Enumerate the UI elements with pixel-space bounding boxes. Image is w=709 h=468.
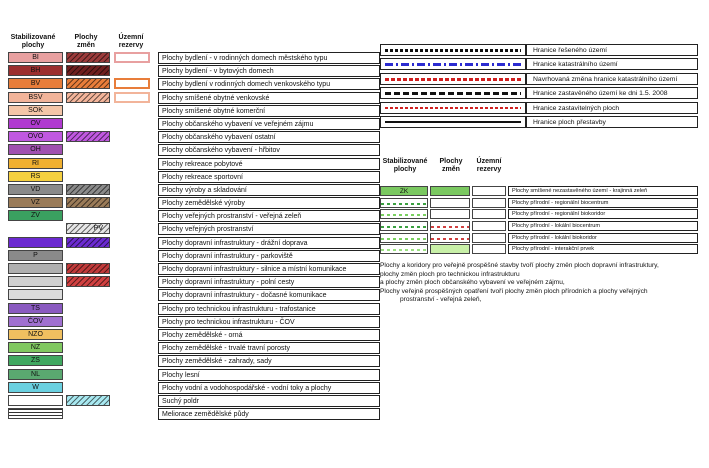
- change-swatch: [66, 197, 110, 208]
- nature-label: Plochy přírodní - lokální biocentrum: [508, 221, 698, 231]
- legend-label: Plochy občanského vybavení ostatní: [158, 131, 380, 143]
- nature-label: Plochy přírodní - regionální biokoridor: [508, 209, 698, 219]
- legend-label: Plochy zemědělské - trvalé travní porosty: [158, 342, 380, 354]
- boundary-line-stroke: [385, 107, 521, 109]
- reserve-swatch: [114, 92, 150, 103]
- legend-label: Plochy dopravní infrastruktury - parkoviště: [158, 250, 380, 262]
- nature-stabilized-swatch: [380, 221, 428, 231]
- legend-label: Plochy smíšené obytné komerční: [158, 105, 380, 117]
- nature-stabilized-swatch: [380, 244, 428, 254]
- legend-label: Plochy občanského vybavení - hřbitov: [158, 144, 380, 156]
- nature-reserve-cell: [472, 198, 506, 208]
- change-swatch: [66, 78, 110, 89]
- legend-label: Suchý poldr: [158, 395, 380, 407]
- public-works-note: [380, 262, 709, 305]
- nature-label: Plochy přírodní - lokální biokoridor: [508, 233, 698, 243]
- legend-label: Plochy dopravní infrastruktury - silnice a místní komunikace: [158, 263, 380, 275]
- header-reserves: Územní rezervy: [118, 34, 144, 49]
- boundary-label: Hranice katastrálního území: [526, 58, 698, 70]
- boundary-line-sample: [380, 116, 526, 128]
- header-stabilized: Stabilizované plochy: [10, 34, 56, 49]
- note-line: a plochy změn ploch občanského vybavení ve veřejném zájmu,: [380, 279, 565, 287]
- legend-label: Plochy dopravní infrastruktury - drážní doprava: [158, 237, 380, 249]
- stabilized-swatch: BSV: [8, 92, 63, 103]
- boundary-line-sample: [380, 87, 526, 99]
- nature-change-swatch: [430, 186, 470, 196]
- nature-reserve-cell: [472, 209, 506, 219]
- stabilized-swatch: BH: [8, 65, 63, 76]
- boundary-line-sample: [380, 58, 526, 70]
- legend-label: Plochy vodní a vodohospodářské - vodní toky a plochy: [158, 382, 380, 394]
- stabilized-swatch: [8, 237, 63, 248]
- boundary-line-sample: [380, 44, 526, 56]
- legend-label: Plochy rekreace pobytové: [158, 158, 380, 170]
- change-swatch: [66, 263, 110, 274]
- note-line: Plochy a koridory pro veřejně prospěšné stavby tvoří plochy změn ploch dopravní infrastruktury,: [380, 262, 659, 269]
- legend-label: Plochy bydlení - v rodinných domech městského typu: [158, 52, 380, 64]
- boundary-label: Hranice zastavitelných ploch: [526, 102, 698, 114]
- nature-label: Plochy přírodní - regionální biocentrum: [508, 198, 698, 208]
- change-swatch: [66, 276, 110, 287]
- change-swatch: [66, 92, 110, 103]
- legend-label: Plochy občanského vybavení ve veřejném zájmu: [158, 118, 380, 130]
- stabilized-swatch: NZO: [8, 329, 63, 340]
- boundary-line-stroke: [385, 121, 521, 123]
- nature-change-swatch: [430, 198, 470, 208]
- stabilized-swatch: ZS: [8, 355, 63, 366]
- change-swatch: PV: [66, 223, 110, 234]
- note-line: Plochy veřejně prospěšných opatření tvoří plochy změn ploch přírodních a plochy veřejných: [380, 287, 648, 295]
- change-swatch: [66, 237, 110, 248]
- boundary-label: Hranice řešeného území: [526, 44, 698, 56]
- legend-label: Plochy lesní: [158, 369, 380, 381]
- note-line: plochy změn ploch pro technickou infrastrukturu: [380, 270, 520, 278]
- stabilized-swatch: OH: [8, 144, 63, 155]
- stabilized-swatch: RI: [8, 158, 63, 169]
- stabilized-swatch: SOK: [8, 105, 63, 116]
- nature-change-swatch: [430, 244, 470, 254]
- stabilized-swatch: OV: [8, 118, 63, 129]
- legend-label: Plochy zemědělské - orná: [158, 329, 380, 341]
- stabilized-swatch: BI: [8, 52, 63, 63]
- boundary-label: Navrhovaná změna hranice katastrálního území: [526, 73, 698, 85]
- reserve-swatch: [114, 52, 150, 63]
- legend-label: Plochy veřejných prostranství: [158, 223, 380, 235]
- nature-stabilized-swatch: [380, 198, 428, 208]
- stabilized-swatch: RS: [8, 171, 63, 182]
- nature-label: Plochy smíšené nezastavěného území - krajinná zeleň: [508, 186, 698, 196]
- change-swatch: [66, 65, 110, 76]
- small-header-stabilized: Stabilizované plochy: [382, 158, 428, 173]
- change-swatch: [66, 184, 110, 195]
- boundary-line-stroke: [385, 63, 521, 66]
- stabilized-swatch: [8, 289, 63, 300]
- nature-reserve-cell: [472, 186, 506, 196]
- nature-reserve-cell: [472, 233, 506, 243]
- boundary-line-sample: [380, 102, 526, 114]
- stabilized-swatch: ZV: [8, 210, 63, 221]
- stabilized-swatch: [8, 395, 63, 406]
- boundary-line-stroke: [385, 78, 521, 81]
- stabilized-swatch: VZ: [8, 197, 63, 208]
- nature-label: Plochy přírodní - interakční prvek: [508, 244, 698, 254]
- reserve-swatch: [114, 78, 150, 89]
- legend-label: Plochy smíšené obytné venkovské: [158, 92, 380, 104]
- stabilized-swatch: P: [8, 250, 63, 261]
- legend-label: Plochy bydlení - v bytových domech: [158, 65, 380, 77]
- nature-stabilized-swatch: [380, 233, 428, 243]
- boundary-label: Hranice ploch přestavby: [526, 116, 698, 128]
- boundary-line-stroke: [385, 49, 521, 52]
- nature-stabilized-swatch: [380, 209, 428, 219]
- change-swatch: [66, 131, 110, 142]
- stabilized-swatch: [8, 408, 63, 419]
- nature-reserve-cell: [472, 244, 506, 254]
- boundary-line-stroke: [385, 92, 521, 95]
- legend-label: Plochy pro technickou infrastrukturu - ČOV: [158, 316, 380, 328]
- legend-label: Plochy veřejných prostranství - veřejná zeleň: [158, 210, 380, 222]
- legend-label: Plochy dopravní infrastruktury - polní cesty: [158, 276, 380, 288]
- legend-label: Plochy zemědělské výroby: [158, 197, 380, 209]
- note-line: prostranství - veřejná zeleň,: [400, 296, 482, 304]
- legend-label: Plochy dopravní infrastruktury - dočasné komunikace: [158, 289, 380, 301]
- stabilized-swatch: [8, 276, 63, 287]
- change-swatch: [66, 52, 110, 63]
- stabilized-swatch: BV: [8, 78, 63, 89]
- header-changes: Plochy změn: [74, 34, 98, 49]
- nature-change-swatch: [430, 233, 470, 243]
- nature-reserve-cell: [472, 221, 506, 231]
- stabilized-swatch: W: [8, 382, 63, 393]
- change-swatch: [66, 395, 110, 406]
- stabilized-swatch: NL: [8, 369, 63, 380]
- stabilized-swatch: OVO: [8, 131, 63, 142]
- boundary-label: Hranice zastavěného území ke dni 1.5. 2008: [526, 87, 698, 99]
- stabilized-swatch: VD: [8, 184, 63, 195]
- stabilized-swatch: NZ: [8, 342, 63, 353]
- stabilized-swatch: [8, 263, 63, 274]
- legend-label: Meliorace zemědělské půdy: [158, 408, 380, 420]
- small-header-changes: Plochy změn: [439, 158, 463, 173]
- small-header-reserves: Územní rezervy: [476, 158, 502, 173]
- nature-stabilized-swatch: ZK: [380, 186, 428, 196]
- legend-label: Plochy výroby a skladování: [158, 184, 380, 196]
- nature-change-swatch: [430, 209, 470, 219]
- boundary-line-sample: [380, 73, 526, 85]
- stabilized-swatch: TS: [8, 303, 63, 314]
- nature-change-swatch: [430, 221, 470, 231]
- legend-label: Plochy rekreace sportovní: [158, 171, 380, 183]
- legend-label: Plochy zemědělské - zahrady, sady: [158, 355, 380, 367]
- legend-label: Plochy pro technickou infrastrukturu - trafostanice: [158, 303, 380, 315]
- legend-label: Plochy bydlení v rodinných domech venkovského typu: [158, 78, 380, 90]
- stabilized-swatch: ČOV: [8, 316, 63, 327]
